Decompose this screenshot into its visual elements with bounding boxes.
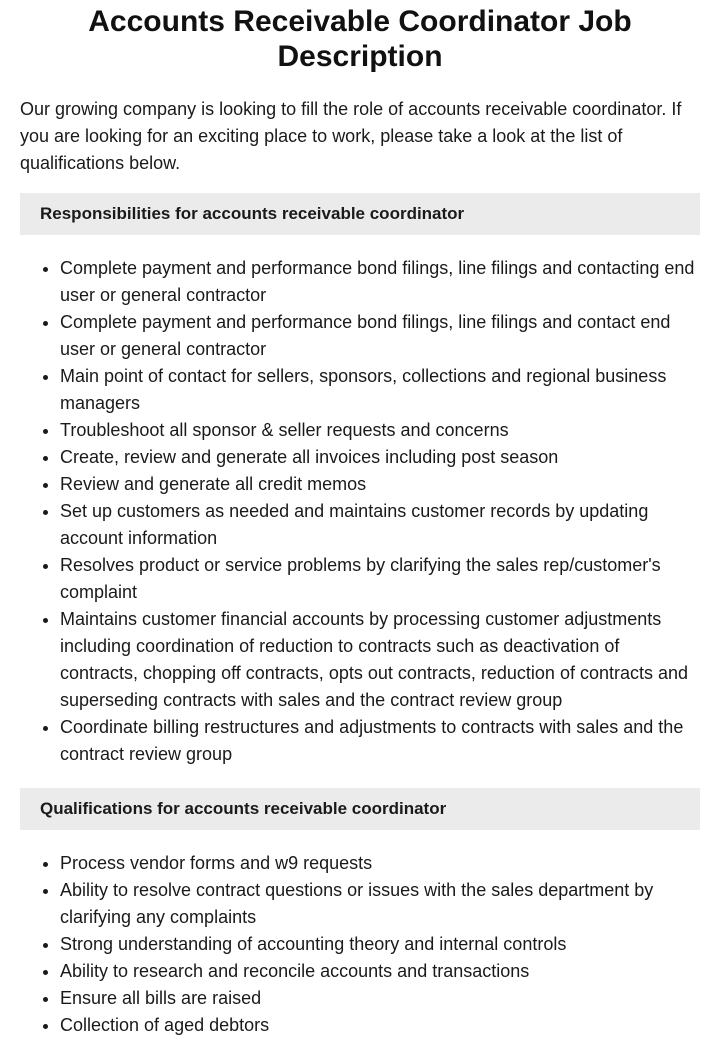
list-item: • Coordinate billing restructures and adjustments to contracts with sales and the contract review group <box>60 714 700 768</box>
list-item: • Ensure all bills are raised <box>60 985 700 1012</box>
intro-paragraph: Our growing company is looking to fill the role of accounts receivable coordinator. If you are looking for an exciting place to work, please take a look at the list of qualifications below. <box>20 99 682 173</box>
page-title: Accounts Receivable Coordinator Job Description <box>88 5 632 73</box>
list-item: • Ability to research and reconcile accounts and transactions <box>60 958 700 985</box>
list-item: • Ability to resolve contract questions or issues with the sales department by clarifying any complaints <box>60 877 700 931</box>
list-item: • Review and generate all credit memos <box>60 471 700 498</box>
responsibilities-list <box>20 255 700 768</box>
responsibilities-heading: Responsibilities for accounts receivable coordinator <box>20 193 700 235</box>
list-item: • Collection of aged debtors <box>60 1012 700 1039</box>
list-item: • Resolves product or service problems by clarifying the sales rep/customer's complaint <box>60 552 700 606</box>
qualifications-heading: Qualifications for accounts receivable coordinator <box>20 788 700 830</box>
list-item: • Set up customers as needed and maintains customer records by updating account information <box>60 498 700 552</box>
list-item: • Complete payment and performance bond filings, line filings and contact end user or general contractor <box>60 309 700 363</box>
qualifications-list <box>20 850 700 1039</box>
list-item: • Main point of contact for sellers, sponsors, collections and regional business managers <box>60 363 700 417</box>
list-item: • Complete payment and performance bond filings, line filings and contacting end user or general contractor <box>60 255 700 309</box>
list-item: • Process vendor forms and w9 requests <box>60 850 700 877</box>
list-item: • Maintains customer financial accounts by processing customer adjustments including coordination of reduction to contracts such as deactivation of contracts, chopping off contracts, opts out contracts, reduction of contracts and superseding contracts with sales and the contract review group <box>60 606 700 714</box>
list-item: • Strong understanding of accounting theory and internal controls <box>60 931 700 958</box>
list-item: • Create, review and generate all invoices including post season <box>60 444 700 471</box>
list-item: • Troubleshoot all sponsor & seller requests and concerns <box>60 417 700 444</box>
